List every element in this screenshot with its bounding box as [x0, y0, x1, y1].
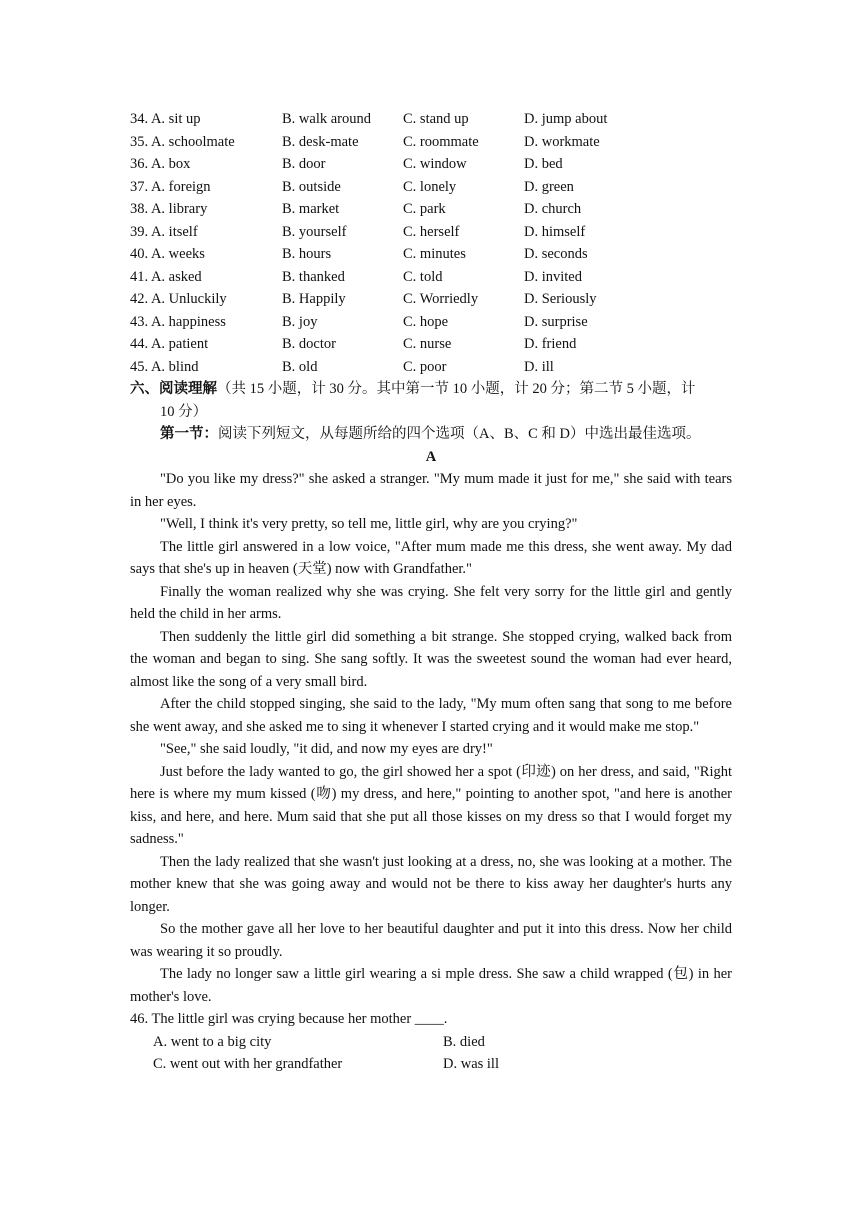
option-b: B. yourself: [282, 223, 347, 240]
option-row: [130, 153, 732, 176]
option-a: 34. A. sit up: [130, 111, 201, 127]
question-option-d: D. was ill: [443, 1056, 499, 1072]
option-c: C. herself: [403, 223, 460, 240]
passage-paragraph: So the mother gave all her love to her beautiful daughter and put it into this dress. Now her child was wearing it so proudly.: [130, 921, 732, 960]
option-c: C. hope: [403, 313, 449, 330]
option-d: D. bed: [524, 156, 563, 172]
passage-paragraph: The little girl answered in a low voice, "After mum made me this dress, she went away. My dad says that she's up in heaven (天堂) now with Grandfather.": [130, 538, 732, 577]
option-row: [130, 131, 732, 154]
option-row: [130, 221, 732, 244]
option-row: [130, 266, 732, 289]
section-description-cont: 10 分）: [160, 403, 208, 420]
cloze-options-table: [130, 108, 732, 378]
option-a: 40. A. weeks: [130, 246, 205, 262]
option-d: D. seconds: [524, 246, 588, 262]
option-a: 39. A. itself: [130, 223, 198, 240]
option-d: D. himself: [524, 223, 586, 240]
option-b: B. thanked: [282, 268, 345, 285]
option-row: [130, 176, 732, 199]
option-c: C. Worriedly: [403, 291, 479, 307]
subsection-title: 第一节：: [160, 426, 218, 442]
option-b: B. Happily: [282, 291, 346, 307]
option-row: [130, 198, 732, 221]
option-b: B. old: [282, 358, 318, 375]
option-c: C. nurse: [403, 336, 452, 352]
option-a: 41. A. asked: [130, 268, 202, 285]
option-d: D. surprise: [524, 313, 588, 330]
option-d: D. friend: [524, 336, 577, 352]
option-row: [130, 311, 732, 334]
passage-body: [130, 468, 732, 1008]
option-a: 37. A. foreign: [130, 178, 211, 195]
passage-paragraph: After the child stopped singing, she said to the lady, "My mum often sang that song to me before she went away, and she asked me to sing it whenever I started crying and it would make me stop.": [130, 696, 732, 735]
option-d: D. green: [524, 178, 574, 195]
passage-paragraph: Finally the woman realized why she was crying. She felt very sorry for the little girl and gently held the child in her arms.: [130, 583, 732, 622]
option-c: C. told: [403, 268, 443, 285]
option-b: B. desk-mate: [282, 133, 359, 150]
option-a: 45. A. blind: [130, 358, 199, 375]
option-c: C. poor: [403, 358, 447, 375]
passage-paragraph: Just before the lady wanted to go, the girl showed her a spot (印迹) on her dress, and said, "Right here is where my mum kissed (吻) my dress, and here," pointing to another spot, "and here is another kiss, and here, and here. Mum said that she put all those kisses on my dress so that I would forget my sadness.": [130, 763, 732, 847]
option-a: 42. A. Unluckily: [130, 291, 227, 307]
page-content: [130, 108, 732, 1076]
option-a: 36. A. box: [130, 156, 191, 172]
section-heading: [130, 378, 732, 423]
option-a: 43. A. happiness: [130, 313, 226, 330]
subsection-heading: [130, 423, 732, 446]
option-d: D. Seriously: [524, 291, 597, 307]
option-b: B. outside: [282, 178, 341, 195]
option-b: B. hours: [282, 246, 332, 262]
option-row: [130, 243, 732, 266]
question-options-row-1: [130, 1031, 732, 1054]
passage-paragraph: The lady no longer saw a little girl wearing a si mple dress. She saw a child wrapped (包) in her mother's love.: [130, 966, 732, 1005]
option-c: C. park: [403, 201, 446, 217]
option-b: B. walk around: [282, 111, 371, 127]
option-d: D. invited: [524, 268, 582, 285]
option-row: [130, 108, 732, 131]
option-b: B. doctor: [282, 336, 336, 352]
question-option-a: A. went to a big city: [153, 1033, 272, 1050]
option-row: [130, 333, 732, 356]
option-c: C. window: [403, 156, 467, 172]
passage-title: A: [425, 448, 437, 465]
option-c: C. roommate: [403, 133, 479, 150]
question-option-b: B. died: [443, 1033, 485, 1050]
section-description: （共 15 小题，计 30 分。其中第一节 10 小题，计 20 分；第二节 5 小题，计: [217, 381, 696, 397]
option-b: B. joy: [282, 313, 318, 330]
passage-paragraph: "Well, I think it's very pretty, so tell me, little girl, why are you crying?": [160, 516, 578, 532]
option-c: C. lonely: [403, 178, 457, 195]
option-a: 38. A. library: [130, 201, 208, 217]
option-c: C. stand up: [403, 111, 469, 127]
option-a: 35. A. schoolmate: [130, 133, 235, 150]
option-b: B. market: [282, 201, 340, 217]
option-d: D. ill: [524, 358, 554, 375]
option-c: C. minutes: [403, 246, 466, 262]
passage-paragraph: "Do you like my dress?" she asked a stranger. "My mum made it just for me," she said with tears in her eyes.: [130, 471, 732, 510]
section-title: 六、阅读理解: [130, 381, 217, 397]
option-row: [130, 356, 732, 379]
option-d: D. workmate: [524, 133, 600, 150]
passage-paragraph: Then suddenly the little girl did something a bit strange. She stopped crying, walked back from the woman and began to sing. She sang softly. It was the sweetest sound the woman had ever heard, almost like the song of a very small bird.: [130, 628, 732, 690]
question-options-row-2: [130, 1053, 732, 1076]
question-stem: 46. The little girl was crying because her mother ____.: [130, 1011, 448, 1027]
option-b: B. door: [282, 156, 326, 172]
option-d: D. church: [524, 201, 582, 217]
option-d: D. jump about: [524, 111, 608, 127]
passage-paragraph: Then the lady realized that she wasn't just looking at a dress, no, she was looking at a mother. The mother knew that she was going away and would not be there to kiss away her daughter's hurts any longer.: [130, 853, 732, 915]
option-row: [130, 288, 732, 311]
passage-paragraph: "See," she said loudly, "it did, and now my eyes are dry!": [160, 741, 493, 757]
subsection-instruction: 阅读下列短文，从每题所给的四个选项（A、B、C 和 D）中选出最佳选项。: [218, 426, 701, 442]
question-option-c: C. went out with her grandfather: [153, 1056, 343, 1072]
option-a: 44. A. patient: [130, 336, 209, 352]
